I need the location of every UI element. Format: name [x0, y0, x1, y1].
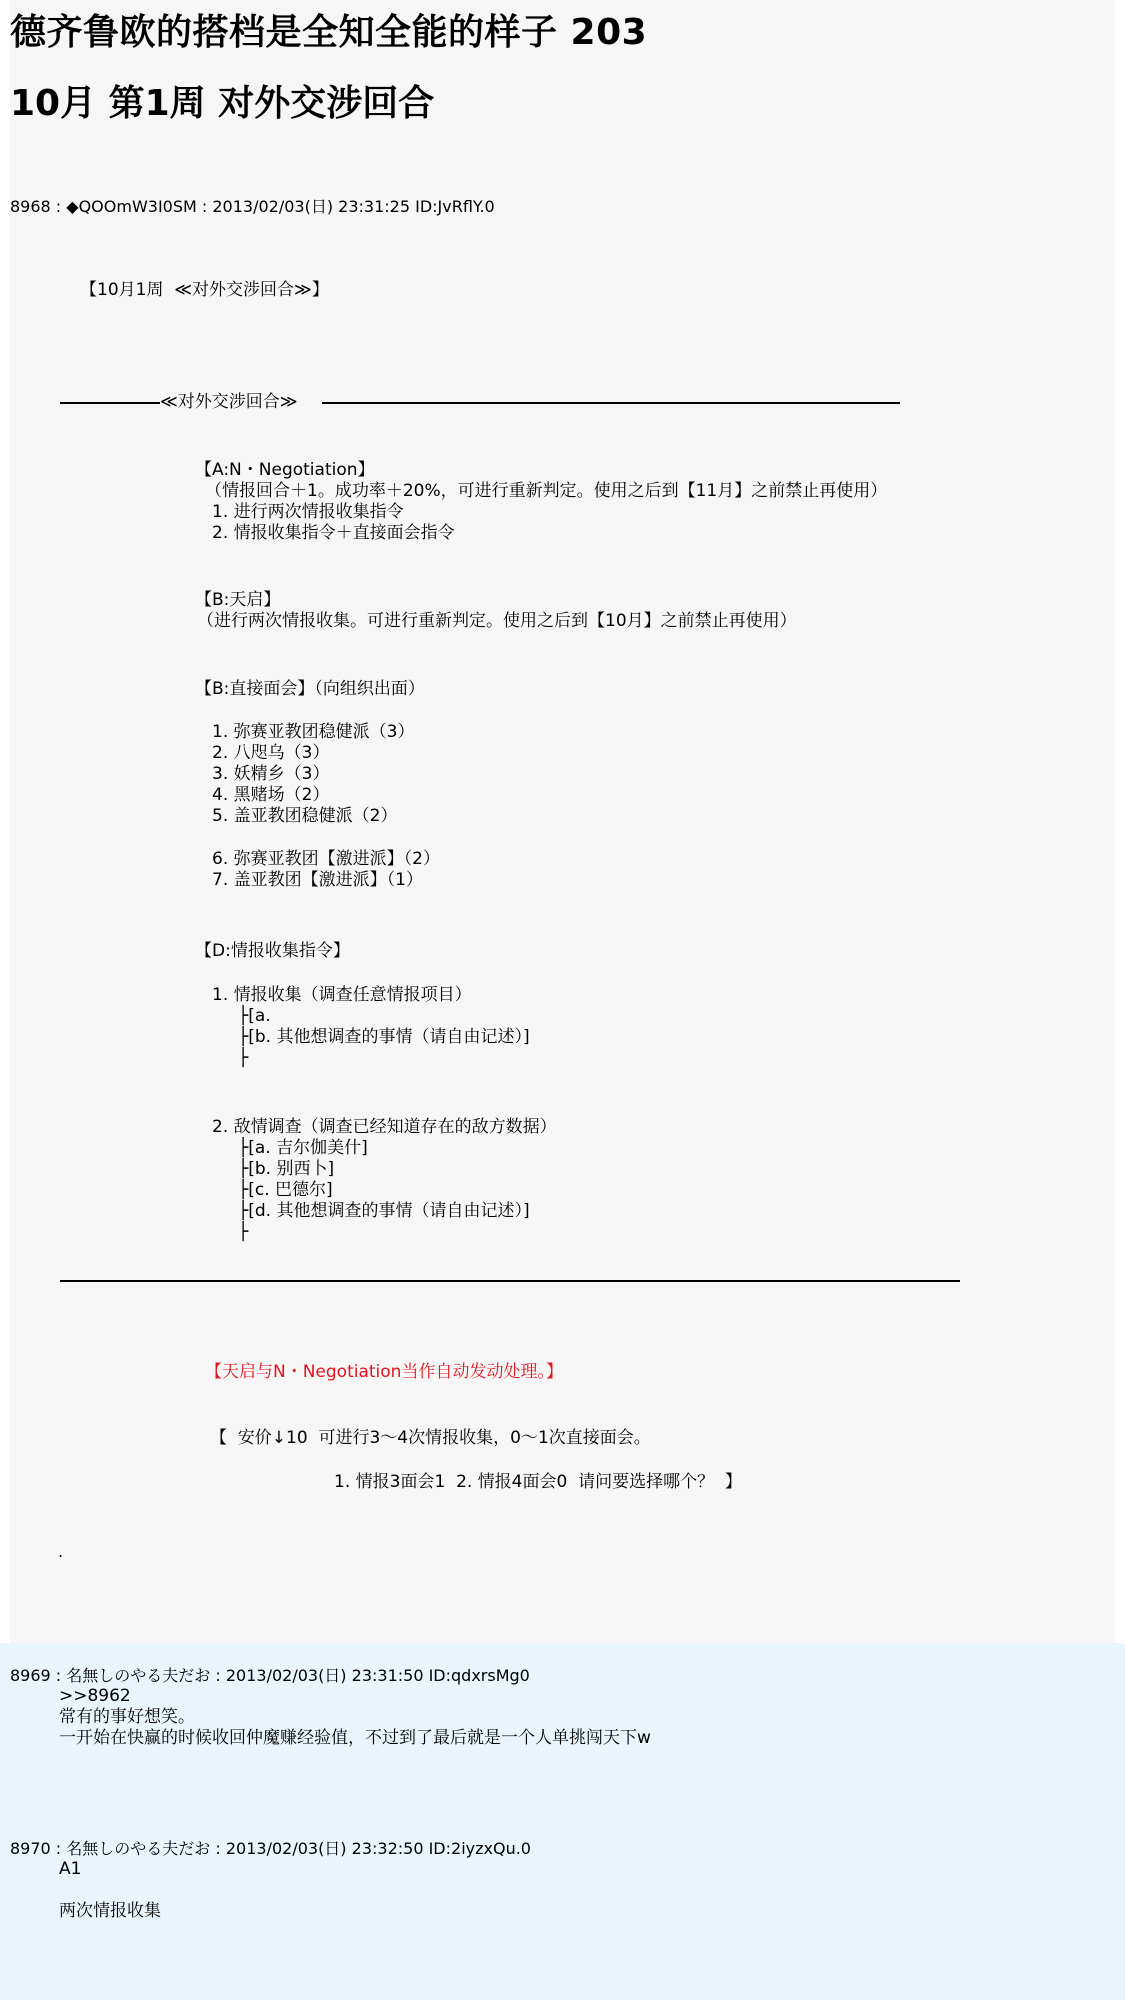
intel-group-title: 1. 情报收集（调查任意情报项目） [212, 985, 472, 1005]
org-item: 3. 妖精乡（3） [212, 764, 330, 784]
reply-text: 两次情报收集 [59, 1901, 161, 1921]
section-a-item: 1. 进行两次情报收集指令 [212, 502, 404, 522]
reply-anchor-link[interactable]: >>8962 [59, 1686, 131, 1706]
org-item: 4. 黑赌场（2） [212, 785, 330, 805]
round-heading: 【10月1周 ≪对外交涉回合≫】 [80, 280, 329, 300]
chapter-subtitle: 10月 第1周 对外交涉回合 [10, 83, 435, 124]
reply-text: 常有的事好想笑。 [59, 1707, 195, 1727]
org-item: 5. 盖亚教团稳健派（2） [212, 806, 398, 826]
divider-left [60, 402, 160, 404]
org-item: 2. 八咫乌（3） [212, 743, 330, 763]
left-margin [0, 0, 10, 1643]
section-a-item: 2. 情报收集指令＋直接面会指令 [212, 523, 455, 543]
divider-bottom [60, 1280, 960, 1282]
divider-right [322, 402, 900, 404]
intel-item: ├[d. 其他想调查的事情（请自由记述）] [238, 1201, 530, 1221]
section-b1-title: 【B:天启】 [195, 590, 281, 610]
reply-header: 8969 : 名無しのやる夫だお : 2013/02/03(日) 23:31:50 ID:qdxrsMg0 [10, 1666, 530, 1685]
reply-section [0, 1643, 1125, 2000]
intel-item: ├[b. 其他想调查的事情（请自由记述）] [238, 1027, 530, 1047]
auto-trigger-notice: 【天启与N・Negotiation当作自动发动处理。】 [205, 1362, 563, 1382]
right-margin [1115, 0, 1125, 1643]
vote-instruction: 【 安价↓10 可进行3～4次情报收集，0～1次直接面会。 [210, 1428, 651, 1448]
intel-item: ├[a. 吉尔伽美什] [238, 1138, 368, 1158]
intel-item: ├[a. [238, 1006, 271, 1026]
section-a-note: （情报回合＋1。成功率＋20%，可进行重新判定。使用之后到【11月】之前禁止再使用） [205, 481, 888, 501]
intel-item: ├[c. 巴德尔] [238, 1180, 333, 1200]
post-header: 8968 : ◆QOOmW3I0SM : 2013/02/03(日) 23:31:25 ID:JvRflY.0 [10, 197, 495, 216]
reply-text: 一开始在快赢的时候收回仲魔赚经验值，不过到了最后就是一个人单挑闯天下w [59, 1728, 651, 1748]
reply-text: A1 [59, 1859, 82, 1879]
section-b2-title: 【B:直接面会】（向组织出面） [195, 679, 425, 699]
divider-label: ≪对外交涉回合≫ [160, 392, 298, 412]
section-a-title: 【A:N・Negotiation】 [195, 460, 375, 480]
page-title: 德齐鲁欧的搭档是全知全能的样子 203 [10, 12, 648, 53]
reply-header: 8970 : 名無しのやる夫だお : 2013/02/03(日) 23:32:50 ID:2iyzxQu.0 [10, 1839, 531, 1858]
org-item: 6. 弥赛亚教团【激进派】（2） [212, 849, 440, 869]
intel-group-title: 2. 敌情调查（调查已经知道存在的敌方数据） [212, 1117, 557, 1137]
end-mark: . [58, 1542, 64, 1561]
intel-item: ├[b. 别西卜] [238, 1159, 335, 1179]
intel-item: ├ [238, 1222, 249, 1242]
intel-item: ├ [238, 1048, 249, 1068]
section-b1-note: （进行两次情报收集。可进行重新判定。使用之后到【10月】之前禁止再使用） [197, 611, 797, 631]
vote-options: 1. 情报3面会1 2. 情报4面会0 请问要选择哪个？ 】 [334, 1472, 742, 1492]
org-item: 7. 盖亚教团【激进派】（1） [212, 870, 423, 890]
org-item: 1. 弥赛亚教团稳健派（3） [212, 722, 415, 742]
section-d-title: 【D:情报收集指令】 [195, 941, 350, 961]
